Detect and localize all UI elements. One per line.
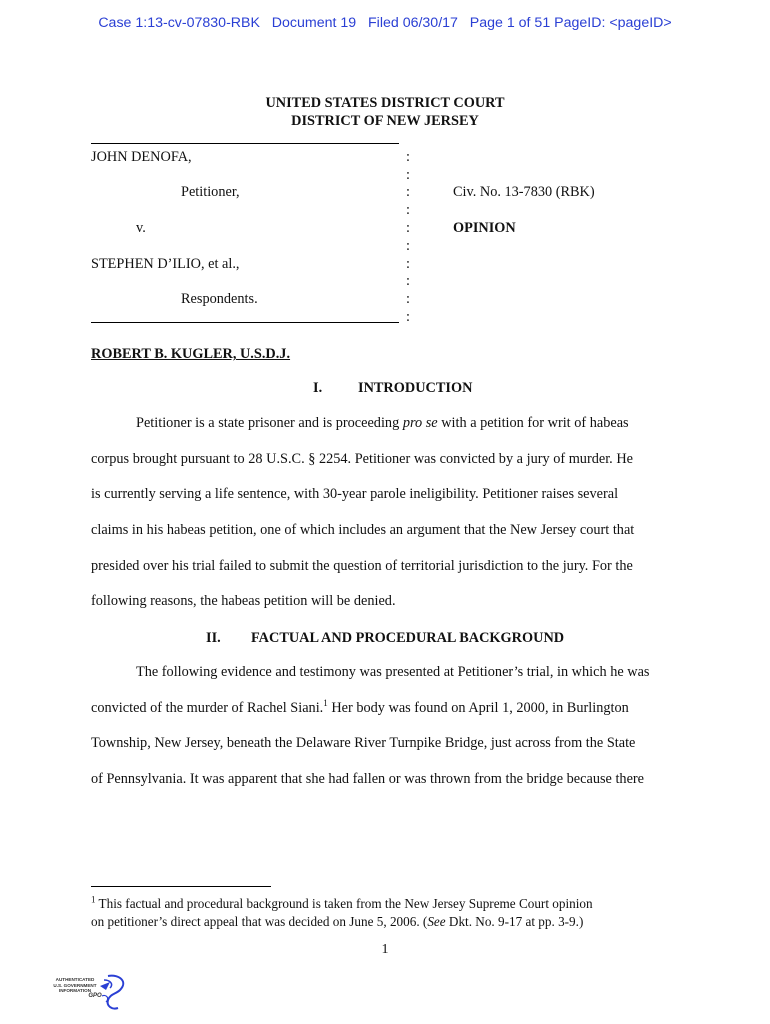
- case-header-stamp: Case 1:13-cv-07830-RBK Document 19 Filed 06/30/17 Page 1 of 51 PageID: <pageID>: [98, 15, 672, 31]
- petitioner-name: JOHN DENOFA,: [91, 149, 192, 165]
- caption-colon: :: [406, 149, 410, 165]
- section-numeral: II.: [206, 630, 221, 646]
- introduction-paragraph: [91, 406, 681, 620]
- caption-colon: :: [406, 167, 410, 183]
- petitioner-role: Petitioner,: [181, 184, 240, 200]
- caption-colon: :: [406, 256, 410, 272]
- paragraph-line: Township, New Jersey, beneath the Delaware River Turnpike Bridge, just across from the State: [91, 735, 636, 752]
- section-title: FACTUAL AND PROCEDURAL BACKGROUND: [251, 630, 565, 646]
- respondent-role: Respondents.: [181, 291, 258, 307]
- gpo-authentication-mark: AUTHENTICATED U.S. GOVERNMENT INFORMATION GPO: [53, 977, 102, 999]
- paragraph-line: is currently serving a life sentence, with 30-year parole ineligibility. Petitioner raises several: [91, 486, 619, 503]
- paragraph-line: corpus brought pursuant to 28 U.S.C. § 2254. Petitioner was convicted by a jury of murder. He: [91, 450, 634, 467]
- footnote-reference: 1: [323, 697, 328, 708]
- court-district: DISTRICT OF NEW JERSEY: [291, 113, 479, 129]
- page-number: 1: [381, 942, 389, 957]
- caption-top-rule: [91, 143, 399, 144]
- caption-colon: :: [406, 184, 410, 200]
- caption-colon: :: [406, 220, 410, 236]
- versus: v.: [136, 220, 146, 236]
- section-numeral: I.: [313, 380, 323, 396]
- background-paragraph: [91, 655, 681, 798]
- footnote-separator: [91, 886, 271, 887]
- paragraph-line: of Pennsylvania. It was apparent that she had fallen or was thrown from the bridge because there: [91, 771, 645, 788]
- document-type: OPINION: [453, 220, 516, 236]
- caption-colon: :: [406, 291, 410, 307]
- civil-number: Civ. No. 13-7830 (RBK): [453, 184, 595, 200]
- paragraph-line: presided over his trial failed to submit the question of territorial jurisdiction to the jury. For the: [91, 557, 633, 574]
- section-title: INTRODUCTION: [358, 380, 473, 396]
- caption-colon: :: [406, 309, 410, 325]
- caption-bottom-rule: [91, 322, 399, 323]
- court-name: UNITED STATES DISTRICT COURT: [265, 95, 505, 111]
- footnote-marker: 1: [91, 894, 96, 905]
- caption-colon: :: [406, 273, 410, 289]
- caption-colon: :: [406, 238, 410, 254]
- paragraph-line: convicted of the murder of Rachel Siani.$^1$ Her body was found on April 1, 2000, in Burlington: [91, 697, 629, 716]
- paragraph-line: following reasons, the habeas petition will be denied.: [91, 593, 396, 610]
- paragraph-line: claims in his habeas petition, one of which includes an argument that the New Jersey court that: [91, 522, 635, 539]
- paragraph-line: The following evidence and testimony was presented at Petitioner’s trial, in which he was: [136, 664, 650, 680]
- footnote: $^1$ This factual and procedural background is taken from the New Jersey Supreme Court opinion on petitioner’s direct appeal that was decided on June 5, 2006. (See Dkt. No. 9-17 at pp. 3-9.): [91, 894, 593, 929]
- respondent-name: STEPHEN D’ILIO, et al.,: [91, 256, 240, 272]
- judge-name: ROBERT B. KUGLER, U.S.D.J.: [91, 346, 291, 362]
- paragraph-line: Petitioner is a state prisoner and is proceeding pro se with a petition for writ of habeas: [136, 415, 629, 431]
- caption-colon: :: [406, 202, 410, 218]
